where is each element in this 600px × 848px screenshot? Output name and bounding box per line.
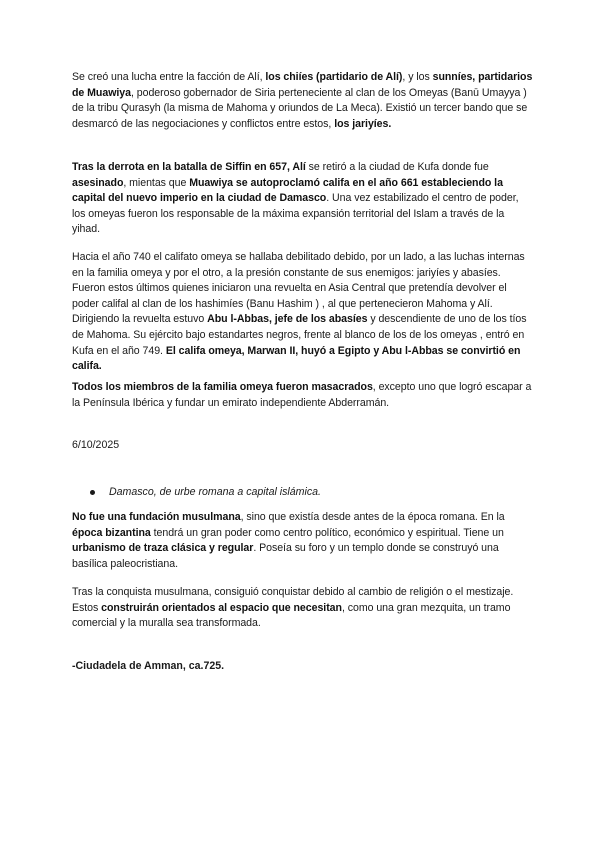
bold-text: los chiíes (partidario de Alí)	[265, 71, 403, 83]
paragraph-muslim-conquest	[72, 585, 534, 632]
bold-text: asesinado	[72, 176, 124, 189]
text: se retiró a la ciudad de Kufa donde fue	[305, 161, 489, 173]
paragraph-massacre	[72, 380, 534, 411]
bold-text: Abu l-Abbas, jefe de los abasíes	[207, 313, 368, 326]
text: , mientas que	[123, 176, 190, 189]
text: , como una gran mezquita, un tramo comercial y la muralla sea transformada.	[72, 601, 511, 630]
paragraph-damascus-origin	[72, 510, 534, 572]
paragraph-faction-struggle	[72, 70, 534, 132]
bold-text: No fue una fundación musulmana	[72, 511, 241, 523]
paragraph-abbasid-revolt	[72, 250, 534, 375]
text: tendrá un gran poder como centro político, económico y espiritual. Tiene un	[150, 526, 504, 539]
bold-text: sunníes, partidarios de Muawiya	[72, 71, 533, 99]
text: Se creó una lucha entre la facción de Alí,	[72, 71, 266, 83]
bold-text: urbanismo de traza clásica y regular	[72, 542, 254, 555]
text: Hacia el año 740 el califato omeya se hallaba debilitado debido, por un lado, a las luchas internas en la familia omeya y por el otro, a la presión constante de sus enemigos: jariyíes y abasíes. Fueron estos últimos quienes iniciaron una revuelta en Asia Central que pretendía devolver el poder califal al clan de los hashimíes (Banu Hashim ) , al que pertenecieron Mahoma y Alí. Dirigiendo la revuelta estuvo	[72, 251, 525, 326]
bold-text: Muawiya se autoproclamó califa en el año 661 estableciendo la capital del nuevo imperio en la ciudad de Damasco	[72, 176, 503, 205]
text: , poderoso gobernador de Siria perteneciente al clan de los Omeyas (Banū Umayya ) de la tribu Qurasyh (la misma de Mahoma y oriundos de La Meca). Existió un tercer bando que se desmarcó de las negociaciones y conflictos entre estos,	[72, 86, 528, 130]
paragraph-siffin	[72, 160, 534, 238]
bullet-item	[92, 485, 321, 500]
bold-text: construirán orientados al espacio que necesitan	[101, 601, 342, 614]
date-label: 6/10/2025	[72, 439, 120, 451]
text: , excepto uno que logró escapar a la Península Ibérica y fundar un emirato independiente Abderramán.	[72, 381, 532, 409]
text: , y los	[402, 71, 433, 83]
text: , sino que existía desde antes de la época romana. En la	[240, 511, 505, 523]
bold-text: Tras la derrota en la batalla de Siffin en 657, Alí	[72, 161, 306, 173]
bold-text: El califa omeya, Marwan II, huyó a Egipto y Abu l-Abbas se convirtió en califa.	[72, 344, 521, 373]
text: y descendiente de uno de los tíos de Mahoma. Su ejército bajo estandartes negros, frente al blanco de los de los omeyas , entró en Kufa en el año 749.	[72, 313, 527, 357]
bullet-text: Damasco, de urbe romana a capital islámica.	[109, 486, 321, 498]
text: . Una vez estabilizado el centro de poder, los omeyas fueron los responsable de la máxima expansión territorial del Islam a través de la yihad.	[72, 192, 519, 236]
bullet-dot-icon	[90, 490, 95, 495]
bold-text: los jariyíes.	[334, 117, 392, 130]
bold-text: Todos los miembros de la familia omeya fueron masacrados	[72, 381, 373, 393]
bold-text: época bizantina	[72, 526, 151, 539]
text: . Poseía su foro y un templo donde se construyó una basílica paleocristiana.	[72, 542, 499, 570]
caption-amman: -Ciudadela de Amman, ca.725.	[72, 660, 225, 672]
text: Tras la conquista musulmana, consiguió conquistar debido al cambio de religión o el mestizaje. Estos	[72, 586, 514, 614]
